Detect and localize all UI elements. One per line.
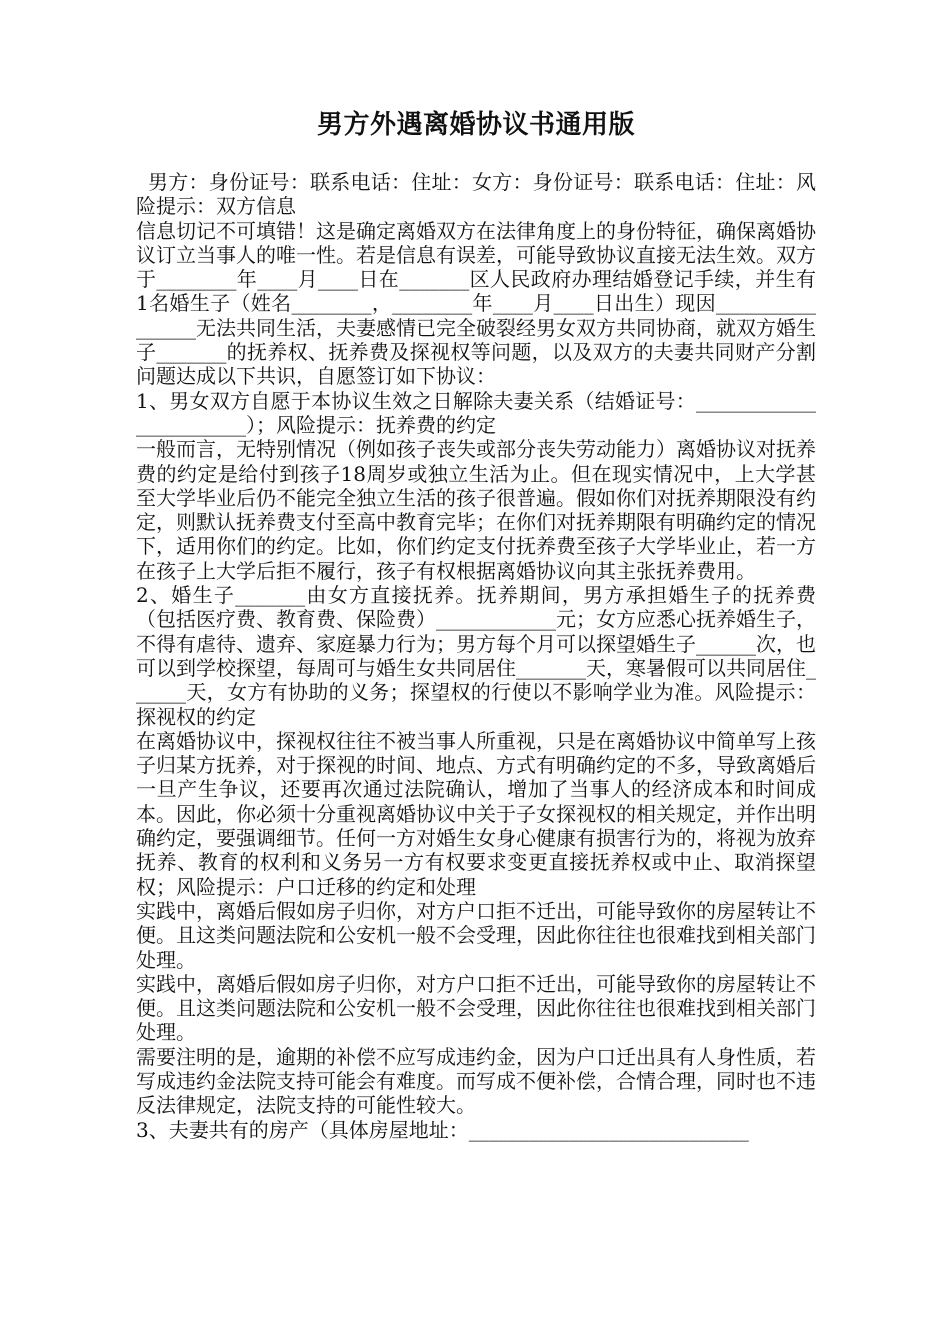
- household-note-paragraph: 实践中，离婚后假如房子归你，对方户口拒不迁出，可能导致你的房屋转让不便。且这类问题法院和公安机一般不会受理，因此你往往也很难找到相关部门处理。: [136, 898, 816, 972]
- clause-2-paragraph: 2、婚生子_______由女方直接抚养。抚养期间，男方承担婚生子的抚养费（包括医疗费、教育费、保险费）____________元；女方应悉心抚养婚生子，不得有虐待、遗弃、家庭暴力行为；男方每个月可以探望婚生子______次，也可以到学校探望，每周可与婚生女共同居住_______天，寒暑假可以共同居住______天，女方有协助的义务；探望权的行使以不影响学业为准。风险提示：探视权的约定: [136, 583, 816, 729]
- household-note-repeat-paragraph: 实践中，离婚后假如房子归你，对方户口拒不迁出，可能导致你的房屋转让不便。且这类问题法院和公安机一般不会受理，因此你往往也很难找到相关部门处理。: [136, 971, 816, 1045]
- clause-1-paragraph: 1、男女双方自愿于本协议生效之日解除夫妻关系（结婚证号：_______________________）；风险提示：抚养费的约定: [136, 388, 816, 437]
- visitation-note-paragraph: 在离婚协议中，探视权往往不被当事人所重视，只是在离婚协议中简单写上孩子归某方抚养，对于探视的时间、地点、方式有明确约定的不多，导致离婚后一旦产生争议，还要再次通过法院确认，增加了当事人的经济成本和时间成本。因此，你必须十分重视离婚协议中关于子女探视权的相关规定，并作出明确约定，要强调细节。任何一方对婚生女身心健康有损害行为的，将视为放弃抚养、教育的权利和义务另一方有权要求变更直接抚养权或中止、取消探望权；风险提示：户口迁移的约定和处理: [136, 728, 816, 899]
- document-page: [136, 102, 816, 1142]
- preamble-paragraph: 信息切记不可填错！这是确定离婚双方在法律角度上的身份特征，确保离婚协议订立当事人的唯一性。若是信息有误差，可能导致协议直接无法生效。双方于________年____月____日在_______区人民政府办理结婚登记手续，并生有1名婚生子（姓名________，________年____月____日出生）现因________________无法共同生活，夫妻感情已完全破裂经男女双方共同协商，就双方婚生子_______的抚养权、抚养费及探视权等问题，以及双方的夫妻共同财产分割问题达成以下共识，自愿签订如下协议：: [136, 218, 816, 389]
- party-info-paragraph: 男方：身份证号：联系电话：住址：女方：身份证号：联系电话：住址：风险提示：双方信息: [136, 170, 816, 219]
- document-title: 男方外遇离婚协议书通用版: [316, 110, 635, 140]
- compensation-note-paragraph: 需要注明的是，逾期的补偿不应写成违约金，因为户口迁出具有人身性质，若写成违约金法院支持可能会有难度。而写成不便补偿，合情合理，同时也不违反法律规定，法院支持的可能性较大。: [136, 1044, 816, 1118]
- clause-3-paragraph: 3、夫妻共有的房产（具体房屋地址：____________________________: [136, 1117, 749, 1142]
- child-support-note-paragraph: 一般而言，无特别情况（例如孩子丧失或部分丧失劳动能力）离婚协议对抚养费的约定是给付到孩子18周岁或独立生活为止。但在现实情况中，上大学甚至大学毕业后仍不能完全独立生活的孩子很普遍。假如你们对抚养期限没有约定，则默认抚养费支付至高中教育完毕；在你们对抚养期限有明确约定的情况下，适用你们的约定。比如，你们约定支付抚养费至孩子大学毕业止，若一方在孩子上大学后拒不履行，孩子有权根据离婚协议向其主张抚养费用。: [136, 437, 816, 583]
